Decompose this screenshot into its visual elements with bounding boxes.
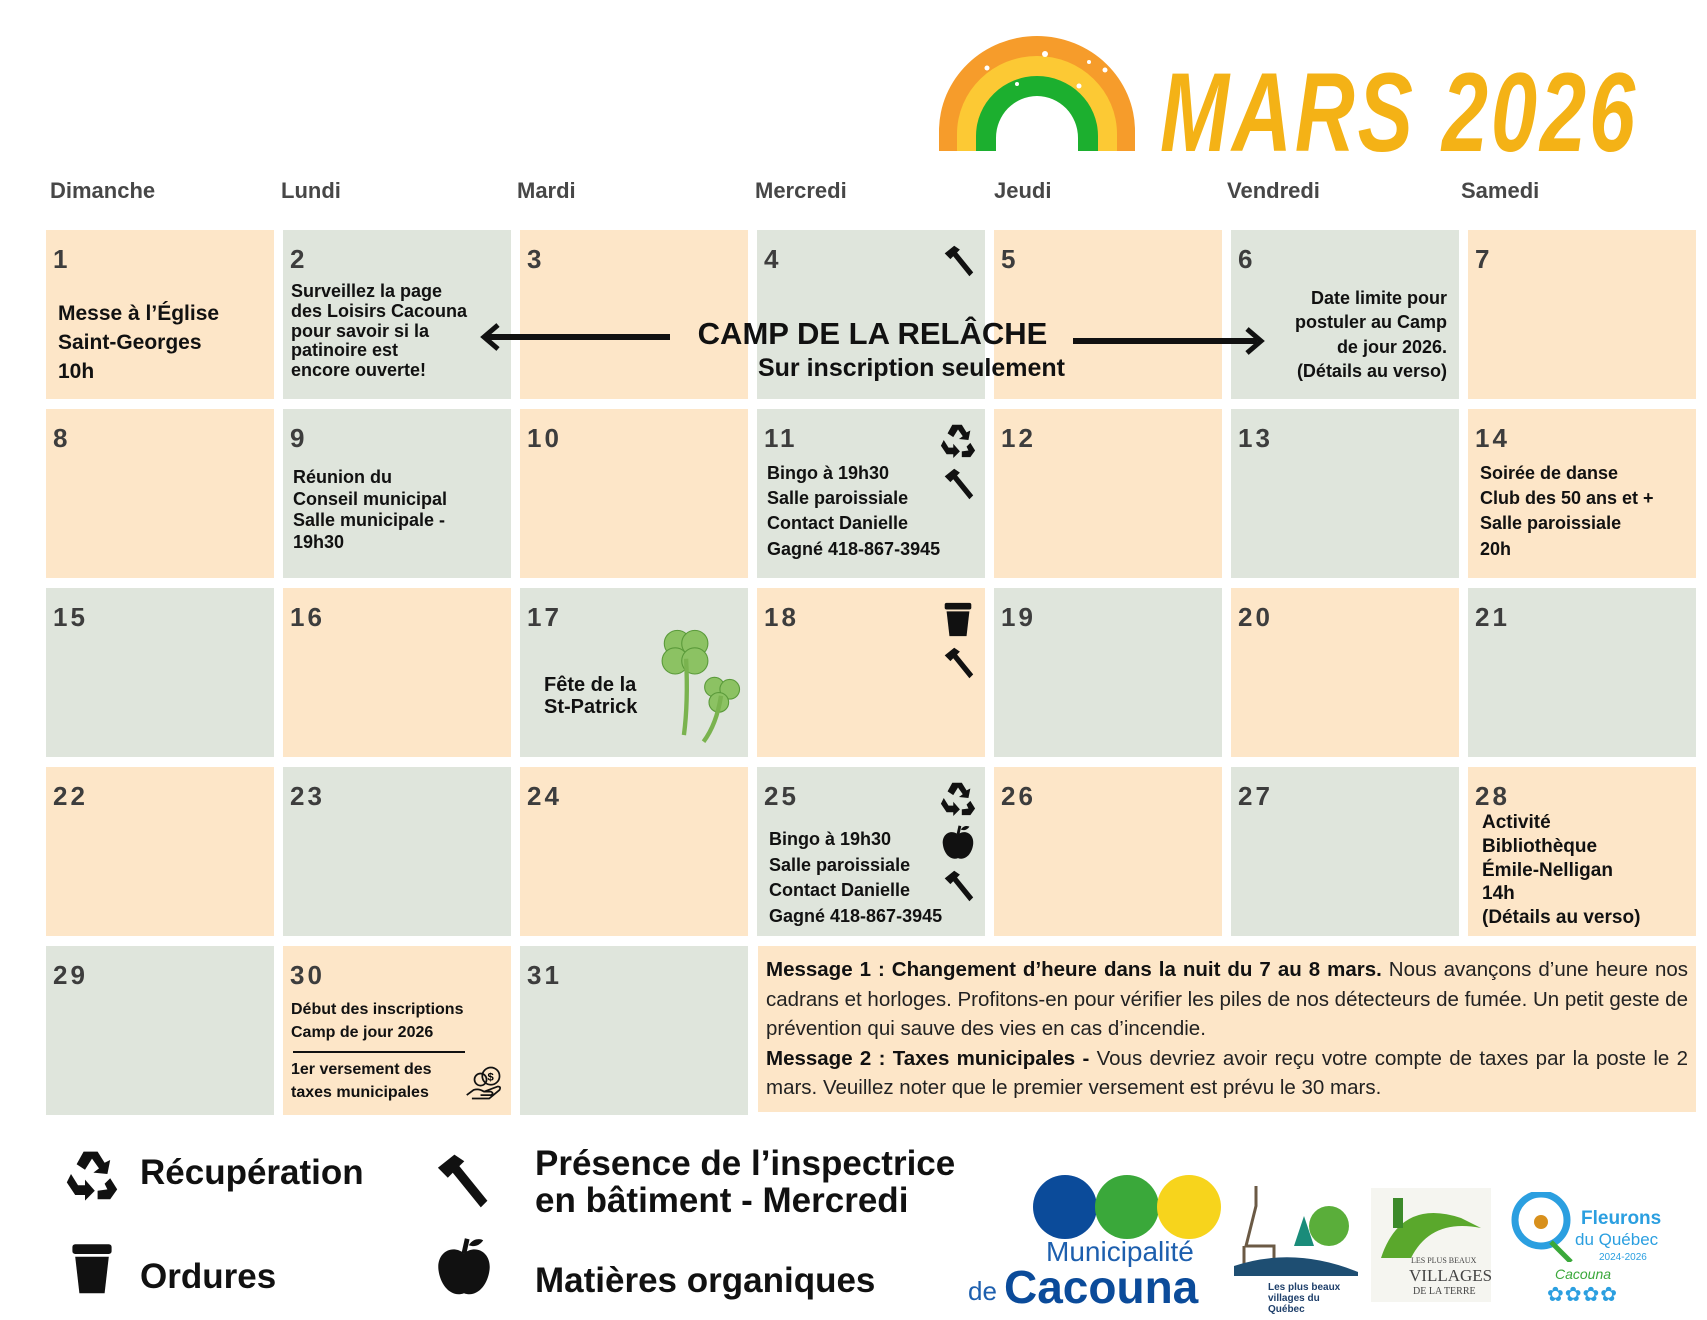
day-cell-25[interactable]	[757, 767, 985, 936]
day-cell-17[interactable]	[520, 588, 748, 757]
hammer-icon	[939, 465, 977, 503]
logo-text-terre-3: DE LA TERRE	[1413, 1286, 1476, 1297]
recycle-icon	[939, 421, 977, 459]
day-cell-26[interactable]	[994, 767, 1222, 936]
logo-plus-beaux-villages-terre	[1371, 1188, 1491, 1302]
day-cell-6[interactable]	[1231, 230, 1459, 399]
apple-icon	[939, 823, 977, 861]
day-cell-18[interactable]	[757, 588, 985, 757]
day-number: 13	[1238, 423, 1273, 453]
logo-text-town: Cacouna	[1555, 1266, 1612, 1282]
day-cell-24[interactable]	[520, 767, 748, 936]
day-number: 18	[764, 602, 799, 632]
logo-text-terre-2: VILLAGES	[1409, 1266, 1493, 1285]
svg-text:$: $	[487, 1071, 494, 1084]
day-cell-30[interactable]	[283, 946, 511, 1115]
day-cell-23[interactable]	[283, 767, 511, 936]
arrow-right-icon	[1073, 326, 1268, 356]
message-1-heading: Message 1 : Changement d’heure dans la nuit du 7 au 8 mars.	[766, 958, 1382, 981]
day-number: 25	[764, 781, 799, 811]
message-2-heading: Message 2 : Taxes municipales -	[766, 1046, 1090, 1070]
day-event-text: Surveillez la page des Loisirs Cacouna pour savoir si la patinoire est encore ouverte!	[291, 281, 468, 381]
day-number: 5	[1001, 244, 1019, 274]
weekday-samedi: Samedi	[1461, 178, 1540, 203]
legend-inspector-line2: en bâtiment - Mercredi	[535, 1181, 909, 1220]
recycle-icon	[64, 1146, 120, 1202]
day-cell-20[interactable]	[1231, 588, 1459, 757]
day-number: 3	[527, 244, 545, 274]
day-event-text: Fête de la St-Patrick	[544, 674, 638, 718]
day-cell-16[interactable]	[283, 588, 511, 757]
day-number: 20	[1238, 602, 1273, 632]
day-number: 23	[290, 781, 325, 811]
hammer-icon	[939, 242, 977, 280]
day-number: 26	[1001, 781, 1036, 811]
logo-text-du-quebec: du Québec	[1575, 1230, 1659, 1249]
trash-icon	[939, 600, 977, 638]
day-number: 31	[527, 960, 562, 990]
day-event-text: Réunion du Conseil municipal Salle municipale - 19h30	[293, 467, 448, 552]
weekday-vendredi: Vendredi	[1227, 178, 1320, 203]
day-number: 16	[290, 602, 325, 632]
hammer-icon	[939, 644, 977, 682]
day-cell-10[interactable]	[520, 409, 748, 578]
day-number: 4	[764, 244, 782, 274]
recycle-icon	[939, 779, 977, 817]
logo-text-years: 2024-2026	[1599, 1252, 1647, 1263]
logo-text-cacouna: Cacouna	[1004, 1261, 1199, 1313]
day-event-text: Date limite pour postuler au Camp de jour 2026. (Détails au verso)	[1294, 288, 1447, 381]
day-cell-7[interactable]	[1468, 230, 1696, 399]
day-cell-13[interactable]	[1231, 409, 1459, 578]
weekday-lundi: Lundi	[281, 178, 341, 203]
legend-recycling: Récupération	[140, 1153, 364, 1192]
day-cell-2[interactable]	[283, 230, 511, 399]
fleurons-rating-icon: ✿✿✿✿	[1547, 1284, 1619, 1306]
day-cell-21[interactable]	[1468, 588, 1696, 757]
day-cell-19[interactable]	[994, 588, 1222, 757]
day-cell-12[interactable]	[994, 409, 1222, 578]
apple-icon	[432, 1234, 496, 1298]
day-number: 9	[290, 423, 308, 453]
day-number: 28	[1475, 781, 1510, 811]
logo-text-municipalite: Municipalité	[1046, 1236, 1194, 1267]
money-hand-icon	[465, 1064, 503, 1102]
day-number: 11	[764, 423, 798, 453]
day-number: 17	[527, 602, 562, 632]
day-cell-28[interactable]	[1468, 767, 1696, 936]
day-cell-31[interactable]	[520, 946, 748, 1115]
day-event-text: Bingo à 19h30 Salle paroissiale Contact Danielle Gagné 418-867-3945	[767, 463, 941, 559]
arrow-left-icon	[478, 322, 673, 352]
day-event-text: Activité Bibliothèque Émile-Nelligan 14h (Détails au verso)	[1482, 812, 1641, 928]
day-cell-15[interactable]	[46, 588, 274, 757]
day-number: 24	[527, 781, 562, 811]
day-number: 27	[1238, 781, 1273, 811]
day-event-text: Soirée de danse Club des 50 ans et + Salle paroissiale 20h	[1480, 463, 1654, 559]
day-number: 29	[53, 960, 88, 990]
logo-municipalite-cacouna	[968, 1174, 1210, 1313]
day-number: 22	[53, 781, 88, 811]
hammer-icon	[428, 1148, 494, 1214]
day-number: 7	[1475, 244, 1493, 274]
day-number: 2	[290, 244, 308, 274]
day-number: 12	[1001, 423, 1036, 453]
weekday-mardi: Mardi	[517, 178, 576, 203]
logo-plus-beaux-villages-quebec	[1234, 1186, 1358, 1315]
day-cell-9[interactable]	[283, 409, 511, 578]
shamrock-icon	[652, 626, 742, 746]
day-number: 1	[53, 244, 71, 274]
hammer-icon	[939, 867, 977, 905]
logo-text-de: de	[968, 1276, 997, 1306]
logo-text-villages-qc: Les plus beaux villages du Québec	[1268, 1282, 1341, 1315]
camp-subtitle: Sur inscription seulement	[757, 354, 1065, 382]
day-event-text: Début des inscriptions Camp de jour 2026	[291, 1001, 464, 1042]
day-number: 10	[527, 423, 562, 453]
day-number: 15	[53, 602, 88, 632]
day-event-text: Messe à l’Église Saint-Georges 10h	[58, 302, 220, 383]
day-cell-27[interactable]	[1231, 767, 1459, 936]
trash-icon	[64, 1240, 120, 1296]
weekday-dimanche: Dimanche	[50, 178, 156, 203]
logo-text-terre-1: LES PLUS BEAUX	[1411, 1256, 1477, 1265]
day-cell-11[interactable]	[757, 409, 985, 578]
page-title: MARS 2026	[1160, 50, 1639, 175]
day-cell-29[interactable]	[46, 946, 274, 1115]
day-event-text: Bingo à 19h30 Salle paroissiale Contact Danielle Gagné 418-867-3945	[769, 829, 943, 926]
day-number: 21	[1475, 602, 1510, 632]
logo-fleurons-quebec	[1501, 1192, 1681, 1307]
rainbow-illustration	[939, 36, 1135, 151]
legend-inspector-line1: Présence de l’inspectrice	[535, 1144, 956, 1183]
day-event-text-2: 1er versement des taxes municipales	[291, 1061, 432, 1102]
day-number: 30	[290, 960, 325, 990]
day-cell-14[interactable]	[1468, 409, 1696, 578]
day-number: 19	[1001, 602, 1036, 632]
weekday-mercredi: Mercredi	[755, 178, 847, 203]
day-number: 6	[1238, 244, 1256, 274]
camp-title: CAMP DE LA RELÂCHE	[697, 316, 1048, 351]
day-number: 8	[53, 423, 71, 453]
message-2-text: Vous devriez avoir reçu votre compte de taxes par la poste le 2 mars. Veuillez noter que le premier versement est prévu le 30 mars.	[766, 1046, 1688, 1099]
day-number: 14	[1475, 423, 1510, 453]
logo-text-fleurons: Fleurons	[1581, 1208, 1662, 1229]
day-cell-1[interactable]	[46, 230, 274, 399]
weekday-jeudi: Jeudi	[994, 178, 1052, 203]
day-cell-8[interactable]	[46, 409, 274, 578]
legend-garbage: Ordures	[140, 1257, 277, 1296]
day-cell-22[interactable]	[46, 767, 274, 936]
legend-organic: Matières organiques	[535, 1261, 876, 1300]
divider	[293, 1051, 465, 1053]
messages-box	[758, 946, 1696, 1112]
message-1-text: Nous avançons d’une heure nos cadrans et horloges. Profitons-en pour vérifier les piles de nos détecteurs de fumée. Un petit geste de prévention qui sauve des vies en cas d’incendie.	[766, 958, 1689, 1040]
